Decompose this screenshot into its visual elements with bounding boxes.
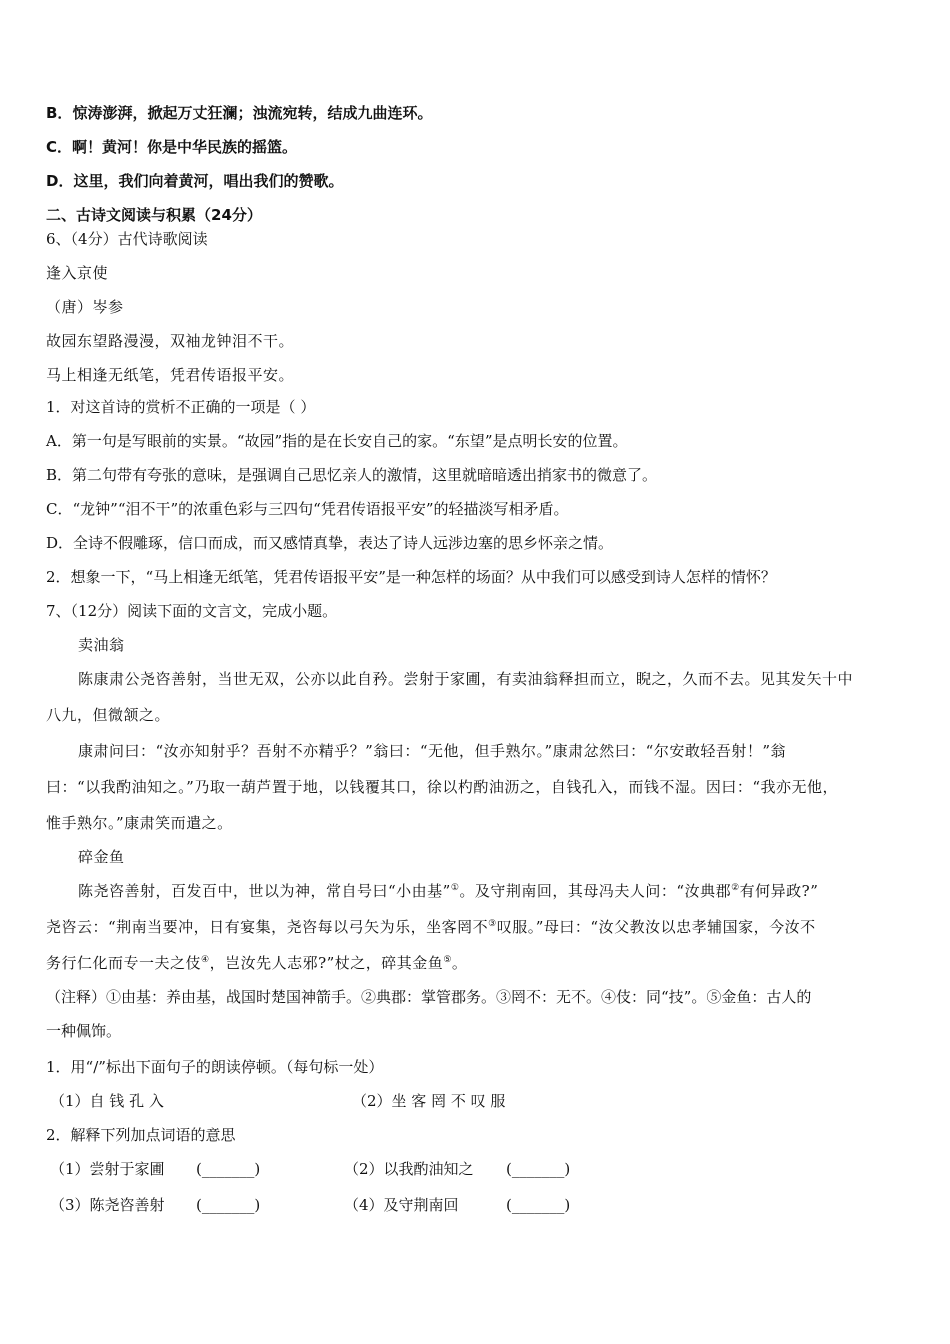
note-marker-3: ③ (488, 919, 497, 929)
notes-line1: （注释）①由基：养由基，战国时楚国神箭手。②典郡：掌管郡务。③罔不：无不。④伎：同“技”。⑤金鱼：古人的 (46, 988, 812, 1006)
q7-sub1-item2: （2）坐 客 罔 不 叹 服 (352, 1092, 506, 1110)
note-marker-2: ② (731, 883, 740, 893)
q7-sub2-item2-blank[interactable]: (_______) (506, 1160, 571, 1178)
q7-header: 7、（12分）阅读下面的文言文，完成小题。 (46, 602, 338, 620)
passage2-line3 (46, 952, 916, 974)
q6-option-b: B．第二句带有夸张的意味，是强调自己思忆亲人的激情，这里就暗暗透出捎家书的微意了。 (46, 466, 658, 484)
passage2-line1-a: 陈尧咨善射，百发百中，世以为神，常自号曰“小由基” (78, 882, 451, 900)
note-marker-5: ⑤ (443, 955, 452, 965)
poem-line-2: 马上相逢无纸笔，凭君传语报平安。 (46, 366, 295, 384)
q7-sub2-item2-label: （2）以我酌油知之 (344, 1160, 474, 1178)
poem-line-1: 故园东望路漫漫，双袖龙钟泪不干。 (46, 332, 295, 350)
notes-line2: 一种佩饰。 (46, 1022, 122, 1040)
q7-sub1-item1: （1）自 钱 孔 入 (50, 1092, 164, 1110)
q6-sub1-stem: 1．对这首诗的赏析不正确的一项是（ ） (46, 398, 316, 416)
passage2-line3-c: 。 (451, 954, 468, 972)
option-d-label: D． (46, 172, 74, 190)
q7-sub2-item3-label: （3）陈尧咨善射 (50, 1196, 165, 1214)
q7-sub2-item1-blank[interactable]: (_______) (196, 1160, 261, 1178)
q6-option-a: A．第一句是写眼前的实景。“故园”指的是在长安自己的家。“东望”是点明长安的位置。 (46, 432, 628, 450)
q6-header: 6、（4分）古代诗歌阅读 (46, 230, 208, 248)
passage2-line3-a: 务行仁化而专一夫之伎 (46, 954, 202, 972)
note-marker-4: ④ (201, 955, 210, 965)
q6-option-c: C．“龙钟”“泪不干”的浓重色彩与三四句“凭君传语报平安”的轻描淡写相矛盾。 (46, 500, 569, 518)
passage1-p1-line1: 陈康肃公尧咨善射，当世无双，公亦以此自矜。尝射于家圃，有卖油翁释担而立，睨之，久而不去。见其发矢十中 (78, 670, 854, 688)
option-c-label: C． (46, 138, 73, 156)
q7-sub2-item4-label: （4）及守荆南回 (344, 1196, 459, 1214)
passage1-title: 卖油翁 (78, 636, 125, 654)
q6-option-d: D．全诗不假雕琢，信口而成，而又感情真挚，表达了诗人远涉边塞的思乡怀亲之情。 (46, 534, 614, 552)
passage2-line1 (78, 880, 918, 902)
option-b-label: B． (46, 104, 73, 122)
q7-sub2-item1 (50, 1158, 165, 1180)
option-c (46, 136, 916, 158)
q7-sub2-item4 (344, 1194, 459, 1216)
poem-title: 逢入京使 (46, 264, 109, 282)
passage2-title: 碎金鱼 (78, 848, 125, 866)
passage2-line2 (46, 916, 916, 938)
option-c-text: 啊！黄河！你是中华民族的摇篮。 (72, 138, 298, 156)
q7-sub2-item2 (344, 1158, 474, 1180)
poem-author: （唐）岑参 (46, 298, 124, 316)
q6-sub2: 2．想象一下，“马上相逢无纸笔，凭君传语报平安”是一种怎样的场面？从中我们可以感受到诗人怎样的情怀？ (46, 568, 776, 586)
option-b-text: 惊涛澎湃，掀起万丈狂澜；浊流宛转，结成九曲连环。 (72, 104, 433, 122)
q7-sub2-item1-label: （1）尝射于家圃 (50, 1160, 165, 1178)
q7-sub2-stem: 2．解释下列加点词语的意思 (46, 1126, 236, 1144)
passage1-p1-line2: 八九，但微颔之。 (46, 706, 171, 724)
option-d (46, 170, 916, 192)
passage1-p2-line1: 康肃问曰：“汝亦知射乎？吾射不亦精乎？”翁曰：“无他，但手熟尔。”康肃忿然曰：“尔安敢轻吾射！”翁 (78, 742, 787, 760)
section-heading: 二、古诗文阅读与积累（24分） (46, 206, 262, 224)
q7-sub2-item4-blank[interactable]: (_______) (506, 1196, 571, 1214)
option-b (46, 102, 916, 124)
passage1-p2-line3: 惟手熟尔。”康肃笑而遣之。 (46, 814, 233, 832)
passage2-line2-a: 尧咨云：“荆南当要冲，日有宴集，尧咨每以弓矢为乐，坐客罔不 (46, 918, 489, 936)
passage2-line3-b: ，岂汝先人志邪?”杖之，碎其金鱼 (209, 954, 444, 972)
passage1-p2-line2: 曰：“以我酌油知之。”乃取一葫芦置于地，以钱覆其口，徐以杓酌油沥之，自钱孔入，而钱不湿。因曰：“我亦无他， (46, 778, 839, 796)
note-marker-1: ① (450, 883, 460, 893)
passage2-line2-b: 叹服。”母曰：“汝父教汝以忠孝辅国家，今汝不 (496, 918, 816, 936)
q7-sub2-item3 (50, 1194, 165, 1216)
passage2-line1-c: 有何异政?” (739, 882, 819, 900)
passage2-line1-b: 。及守荆南回，其母冯夫人问：“汝典郡 (459, 882, 732, 900)
q7-sub2-item3-blank[interactable]: (_______) (196, 1196, 261, 1214)
option-d-text: 这里，我们向着黄河，唱出我们的赞歌。 (73, 172, 344, 190)
q7-sub1-stem: 1．用“/”标出下面句子的朗读停顿。（每句标一处） (46, 1058, 384, 1076)
